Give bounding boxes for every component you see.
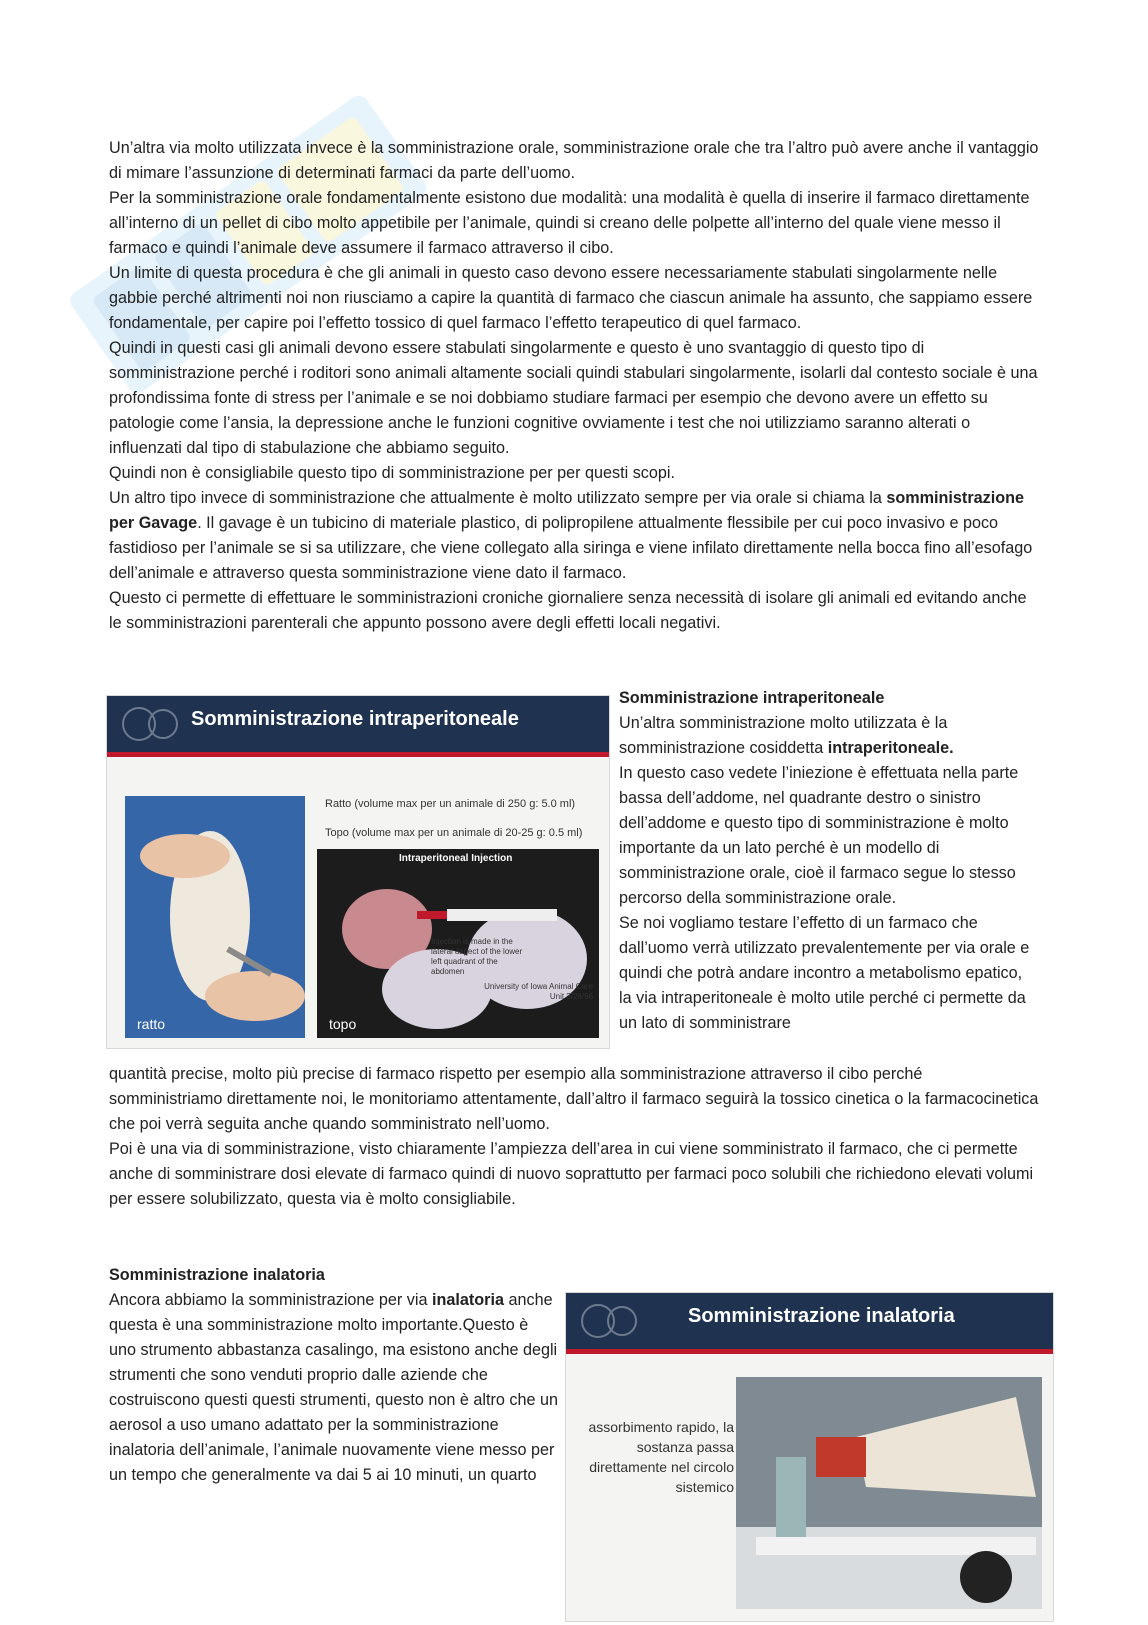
gavage-paragraph (109, 486, 1039, 586)
crest-icon (578, 1299, 638, 1343)
inal-p1-text: Ancora abbiamo la somministrazione per via (109, 1291, 432, 1309)
aerosol-photo (736, 1377, 1042, 1609)
crest-icon (119, 702, 179, 746)
credit-note: University of Iowa Animal Care Unit 3/28/96 (484, 982, 593, 1001)
aerosol-illustration (736, 1377, 1042, 1609)
ip-slide (106, 695, 610, 1049)
rat-illustration (125, 796, 305, 1038)
ip-text-right (619, 686, 1039, 1036)
inal-caption: assorbimento rapido, la sostanza passa direttamente nel circolo sistemico (588, 1419, 734, 1495)
inal-slide-title: Somministrazione inalatoria (688, 1305, 955, 1327)
rat-photo (125, 796, 305, 1038)
ip-slide-header (107, 696, 609, 752)
ip-paragraph-2: In questo caso vedete l’iniezione è effettuata nella parte bassa dell’addome, nel quadrante destro o sinistro dell’addome e questo tipo di somministrazione è molto importante da un lato perché è un modello di somministrazione orale, cioè il farmaco segue lo stesso percorso della somministrazione orale. (619, 764, 1019, 907)
intro-paragraph-4: Quindi in questi casi gli animali devono essere stabulati singolarmente e questo è uno svantaggio di questo tipo di somministrazione perché i roditori sono animali altamente sociali quindi stabulari singolarmente, isolarli dal contesto sociale è una profondissima fonte di stress per l’animale e se noi dobbiamo studiare farmaci per esempio che devono avere un effetto su patologie come l’ansia, la depressione anche le funzioni cognitive ovviamente i test che noi utilizziamo saranno alterati o influenzati dal tipo di stabulazione che abbiamo seguito. (109, 339, 1038, 457)
inal-slide (565, 1292, 1054, 1622)
inal-text (109, 1263, 559, 1488)
gavage-bold: somministrazione per Gavage (109, 489, 1024, 532)
intro-paragraph-3: Un limite di questa procedura è che gli animali in questo caso devono essere necessariamente stabulati singolarmente nelle gabbie perché altrimenti noi non riusciamo a capire la quantità di farmaco che ciascun animale ha assunto, che sappiamo essere fondamentale, per capire poi l’effetto tossico di quel farmaco l’effetto terapeutico di quel farmaco. (109, 264, 1033, 332)
intro-paragraph-1: Un’altra via molto utilizzata invece è la somministrazione orale, somministrazione orale che tra l’altro può avere anche il vantaggio di mimare l’assunzione di determinati farmaci da parte dell’uomo. (109, 139, 1039, 182)
inal-heading: Somministrazione inalatoria (109, 1266, 325, 1284)
inal-p1-bold: inalatoria (432, 1291, 504, 1309)
injection-note: Injection is made in the lateral aspect of the lower left quadrant of the abdomen (431, 937, 523, 976)
mouse-photo-title: Intraperitoneal Injection (399, 853, 513, 864)
topo-volume-caption: Topo (volume max per un animale di 20-25 g: 0.5 ml) (325, 827, 583, 839)
inal-paragraph-1 (109, 1288, 559, 1488)
intro-paragraph-2: Per la somministrazione orale fondamentalmente esistono due modalità: una modalità è quella di inserire il farmaco direttamente all’interno di un pellet di cibo molto appetibile per l’animale, quindi si creano delle polpette all’interno del quale viene messo il farmaco e quindi l’animale deve assumere il farmaco attraverso il cibo. (109, 189, 1030, 257)
label-ratto: ratto (137, 1016, 166, 1032)
inal-p1-rest: anche questa è una somministrazione molto importante.Questo è uno strumento abbastanza casalingo, ma esistono anche degli strumenti che sono venduti proprio dalle aziende che costruiscono questi questi strumenti, questo non è altro che un aerosol a uso umano adattato per la somministrazione inalatoria dell’animale, l’animale nuovamente viene messo per un tempo che generalmente va dai 5 ai 10 minuti, un quarto (109, 1291, 559, 1484)
mouse-photo (317, 849, 599, 1038)
inal-slide-divider (566, 1349, 1053, 1354)
ratto-volume-caption: Ratto (volume max per un animale di 250 g: 5.0 ml) (325, 798, 576, 810)
ip-text-continued (109, 1062, 1039, 1212)
ip-paragraph-1 (619, 711, 1039, 761)
ip-p1-text: Un’altra somministrazione molto utilizzata è la somministrazione cosiddetta (619, 714, 948, 757)
intro-text (109, 136, 1039, 636)
label-topo: topo (329, 1016, 357, 1032)
ip-slide-divider (107, 752, 609, 757)
gavage-followup: Questo ci permette di effettuare le somministrazioni croniche giornaliere senza necessità di isolare gli animali ed evitando anche le somministrazioni parenterali che appunto possono avere degli effetti locali negativi. (109, 589, 1027, 632)
inal-slide-header (566, 1293, 1053, 1349)
ip-heading: Somministrazione intraperitoneale (619, 689, 885, 707)
intro-paragraph-5: Quindi non è consigliabile questo tipo di somministrazione per per questi scopi. (109, 464, 675, 482)
ip-slide-title: Somministrazione intraperitoneale (191, 708, 519, 730)
gavage-text-start: Un altro tipo invece di somministrazione che attualmente è molto utilizzato sempre per via orale si chiama la (109, 489, 887, 507)
ip-paragraph-3: Se noi vogliamo testare l’effetto di un farmaco che dall’uomo verrà utilizzato prevalentemente per via orale e quindi che potrà andare incontro a metabolismo epatico, la via intraperitoneale è molto utile perché ci permette da un lato di somministrare (619, 914, 1030, 1032)
ip-paragraph-3-cont: quantità precise, molto più precise di farmaco rispetto per esempio alla somministrazione attraverso il cibo perché somministriamo direttamente noi, le monitoriamo attentamente, dall’altro il farmaco seguirà la tossico cinetica o la farmacocinetica che poi verrà seguita anche quando somministrato nell’uomo. (109, 1065, 1039, 1133)
ip-paragraph-4: Poi è una via di somministrazione, visto chiaramente l’ampiezza dell’area in cui viene somministrato il farmaco, che ci permette anche di somministrare dosi elevate di farmaco quindi di nuovo soprattutto per farmaci poco solubili che richiedono elevati volumi per essere solubilizzato, questa via è molto consigliabile. (109, 1140, 1034, 1208)
gavage-text-end: . Il gavage è un tubicino di materiale plastico, di polipropilene attualmente flessibile per cui poco invasivo e poco fastidioso per l’animale se si sa utilizzare, che viene collegato alla siringa e viene infilato direttamente nella bocca fino all’esofago dell’animale e attraverso questa somministrazione viene dato il farmaco. (109, 514, 1033, 582)
ip-p1-bold: intraperitoneale. (827, 739, 954, 757)
